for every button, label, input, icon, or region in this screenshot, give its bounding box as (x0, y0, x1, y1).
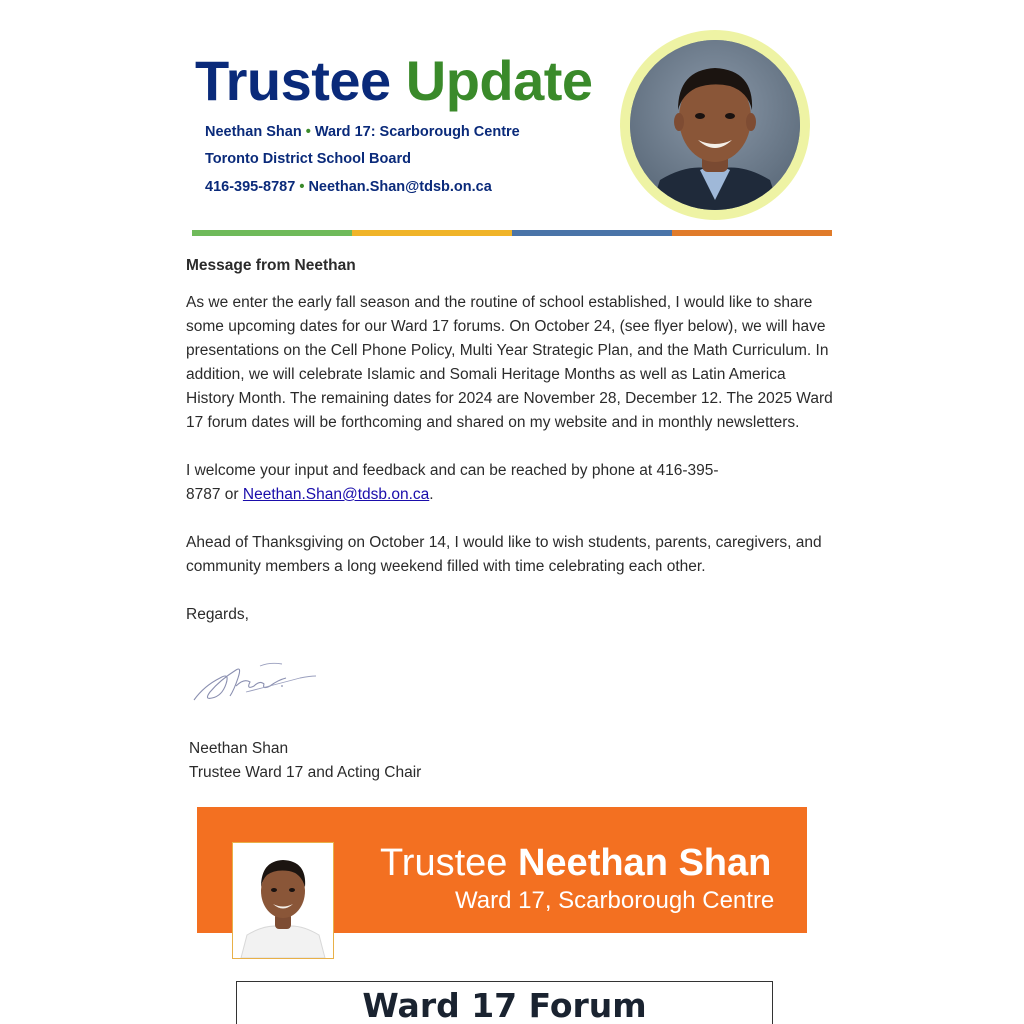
thanksgiving-paragraph: Ahead of Thanksgiving on October 14, I would like to wish students, parents, caregivers, and community members a long weekend filled with time celebrating each other. (186, 534, 822, 575)
color-bar-segment (672, 230, 832, 236)
message-body (186, 256, 846, 651)
signature-block (189, 737, 421, 785)
flyer-name-bold: Neethan Shan (517, 842, 772, 884)
header-phone: 416-395-8787 (205, 179, 296, 195)
header-email: Neethan.Shan@tdsb.on.ca (308, 179, 492, 195)
color-bar-segment (192, 230, 352, 236)
flyer-name-prefix: Trustee (380, 842, 518, 884)
color-bar-segment (512, 230, 672, 236)
forum-title: Ward 17 Forum (362, 986, 647, 1024)
header-trustee-name: Neethan Shan (205, 124, 302, 140)
message-heading: Message from Neethan (186, 257, 356, 274)
trustee-portrait (630, 40, 800, 210)
signatory-title: Trustee Ward 17 and Acting Chair (189, 764, 422, 781)
flyer-ward-subtitle: Ward 17, Scarborough Centre (455, 887, 775, 914)
header-color-bar (192, 230, 832, 236)
regards-text: Regards, (186, 606, 249, 623)
contact-text-end: . (429, 486, 434, 503)
message-paragraph: As we enter the early fall season and the routine of school established, I would like to share some upcoming dates for our Ward 17 forums. On October 24, (see flyer below), we will have presentations on the Cell Phone Policy, Multi Year Strategic Plan, and the Math Curriculum. In addition, we will celebrate Islamic and Somali Heritage Months as well as Latin America History Month. The remaining dates for 2024 are November 28, December 12. The 2025 Ward 17 forum dates will be forthcoming and shared on my website and in monthly newsletters. (186, 294, 833, 431)
forum-title-box (236, 981, 773, 1024)
header-board: Toronto District School Board (205, 151, 411, 167)
flyer-trustee-name (380, 841, 771, 885)
handwritten-signature (190, 656, 320, 708)
contact-paragraph (186, 459, 746, 507)
header-contact-line (205, 178, 492, 196)
color-bar-segment (352, 230, 512, 236)
title-trustee: Trustee (195, 49, 391, 112)
header-separator: • (295, 179, 309, 195)
contact-text: I welcome your input and feedback and can be reached by phone at 416-395-8787 or (186, 462, 719, 503)
header-name-ward-line (205, 123, 520, 141)
title-update: Update (405, 49, 593, 112)
newsletter-title (195, 48, 593, 114)
header-ward: Ward 17: Scarborough Centre (314, 124, 520, 140)
flyer-trustee-photo (232, 842, 334, 959)
header-separator: • (301, 124, 315, 140)
signatory-name: Neethan Shan (189, 740, 289, 757)
email-link[interactable]: Neethan.Shan@tdsb.on.ca (242, 486, 430, 503)
